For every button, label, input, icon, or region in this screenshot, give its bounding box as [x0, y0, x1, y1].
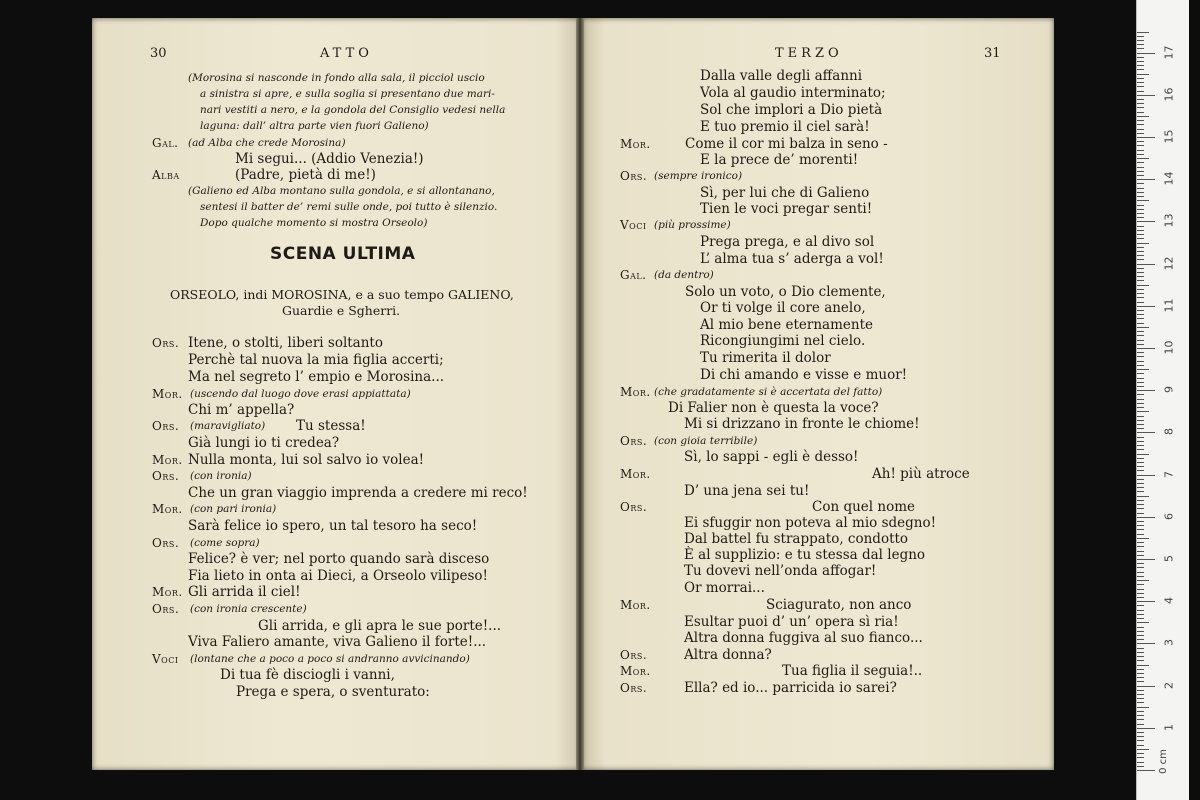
ruler-tick — [1137, 724, 1144, 725]
stage-direction: (da dentro) — [654, 269, 714, 281]
ruler-tick — [1137, 137, 1155, 138]
ruler-tick — [1137, 175, 1144, 176]
ruler-tick — [1137, 82, 1144, 83]
ruler-tick — [1137, 698, 1144, 699]
ruler-number: 16 — [1162, 87, 1176, 102]
ruler-tick — [1137, 766, 1144, 767]
ruler-number: 2 — [1162, 681, 1176, 689]
ruler-tick — [1137, 205, 1144, 206]
ruler-tick — [1137, 719, 1144, 720]
characters-line: Guardie e Sgherri. — [282, 303, 401, 318]
ruler-tick — [1137, 352, 1144, 353]
ruler-tick — [1137, 369, 1149, 370]
ruler-tick — [1137, 605, 1144, 606]
verse-line: Solo un voto, o Dio clemente, — [685, 284, 886, 300]
ruler-tick — [1137, 378, 1144, 379]
ruler-tick — [1137, 643, 1155, 644]
verse-line: Felice? è ver; nel porto quando sarà disceso — [188, 551, 490, 567]
ruler-tick — [1137, 618, 1144, 619]
ruler-tick — [1137, 171, 1144, 172]
scene-title: SCENA ULTIMA — [270, 244, 416, 264]
ruler-tick — [1137, 356, 1144, 357]
ruler-tick — [1137, 145, 1144, 146]
verse-line: Sciagurato, non anco — [766, 597, 912, 613]
verse-line: Itene, o stolti, liberi soltanto — [188, 335, 383, 351]
stage-direction-line: (Morosina si nasconde in fondo alla sala, il picciol uscio — [188, 72, 485, 84]
stage-direction: (che gradatamente si è accertata del fatto) — [654, 386, 883, 398]
stage-direction: (con ironia crescente) — [190, 603, 307, 615]
page-number-right: 31 — [984, 46, 1001, 61]
ruler-tick — [1137, 107, 1144, 108]
ruler-tick — [1137, 445, 1144, 446]
verse-line: Al mio bene eternamente — [700, 317, 874, 333]
ruler-tick — [1137, 390, 1155, 391]
ruler-tick — [1137, 660, 1144, 661]
ruler-number: 9 — [1162, 386, 1176, 394]
ruler-tick — [1137, 53, 1155, 54]
measuring-ruler — [1136, 0, 1189, 800]
ruler-tick — [1137, 681, 1144, 682]
stage-direction: (ad Alba che crede Morosina) — [188, 137, 346, 149]
ruler-tick — [1137, 133, 1144, 134]
verse-line: E la prece de’ morenti! — [700, 152, 859, 168]
ruler-tick — [1137, 424, 1144, 425]
ruler-tick — [1137, 567, 1144, 568]
ruler-tick — [1137, 462, 1144, 463]
ruler-tick — [1137, 458, 1144, 459]
ruler-tick — [1137, 584, 1144, 585]
ruler-tick — [1137, 318, 1144, 319]
verse-line: Dal battel fu strappato, condotto — [684, 531, 909, 547]
page-number-left: 30 — [150, 46, 167, 61]
verse-line: Come il cor mi balza in seno - — [685, 136, 888, 152]
speaker-label: Mor. — [152, 502, 183, 516]
ruler-tick — [1137, 399, 1144, 400]
speaker-label: Mor. — [620, 467, 651, 481]
ruler-tick — [1137, 196, 1144, 197]
stage-direction-line: sentesi il batter de’ remi sulle onde, poi tutto è silenzio. — [200, 201, 498, 213]
ruler-tick — [1137, 78, 1144, 79]
ruler-tick — [1137, 601, 1155, 602]
verse-line: Nulla monta, lui sol salvo io volea! — [188, 452, 425, 468]
ruler-tick — [1137, 276, 1144, 277]
ruler-number: 14 — [1162, 171, 1176, 186]
ruler-tick — [1137, 715, 1144, 716]
ruler-tick — [1137, 394, 1144, 395]
ruler-tick — [1137, 314, 1144, 315]
running-head-right: TERZO — [775, 46, 843, 61]
stage-direction: (maravigliato) — [190, 420, 266, 432]
stage-direction: (uscendo dal luogo dove erasi appiattata) — [190, 388, 411, 400]
speaker-label: Mor. — [620, 385, 651, 399]
ruler-tick — [1137, 673, 1144, 674]
ruler-tick — [1137, 454, 1149, 455]
ruler-tick — [1137, 542, 1144, 543]
verse-line: Prega e spera, o sventurato: — [236, 684, 430, 700]
ruler-tick — [1137, 610, 1144, 611]
stage-direction: (con pari ironia) — [190, 503, 277, 515]
ruler-tick — [1137, 563, 1144, 564]
verse-line: Di Falier non è questa la voce? — [668, 400, 879, 416]
ruler-tick — [1137, 652, 1144, 653]
ruler-tick — [1137, 200, 1149, 201]
verse-line: Chi m’ appella? — [188, 402, 295, 418]
ruler-tick — [1137, 702, 1144, 703]
ruler-tick — [1137, 124, 1144, 125]
ruler-tick — [1137, 179, 1155, 180]
ruler-tick — [1137, 213, 1144, 214]
speaker-label: Mor. — [152, 387, 183, 401]
ruler-tick — [1137, 466, 1144, 467]
ruler-tick — [1137, 580, 1149, 581]
verse-line: Tu dovevi nell’onda affogar! — [684, 563, 877, 579]
ruler-tick — [1137, 745, 1144, 746]
ruler-tick — [1137, 86, 1144, 87]
ruler-number: 5 — [1162, 555, 1176, 562]
ruler-tick — [1137, 694, 1144, 695]
ruler-tick — [1137, 639, 1144, 640]
speaker-label: Voci — [620, 218, 647, 232]
speaker-label: Ors. — [152, 536, 180, 550]
ruler-tick — [1137, 158, 1149, 159]
ruler-tick — [1137, 648, 1144, 649]
ruler-tick — [1137, 757, 1144, 758]
ruler-tick — [1137, 411, 1149, 412]
ruler-tick — [1137, 36, 1144, 37]
ruler-tick — [1137, 572, 1144, 573]
verse-line: Altra donna fuggiva al suo fianco... — [684, 630, 923, 646]
ruler-tick — [1137, 183, 1144, 184]
verse-line: È al supplizio: e tu stessa dal legno — [684, 547, 926, 563]
ruler-tick — [1137, 551, 1144, 552]
ruler-tick — [1137, 559, 1155, 560]
ruler-tick — [1137, 496, 1149, 497]
ruler-tick — [1137, 65, 1144, 66]
ruler-tick — [1137, 74, 1149, 75]
ruler-tick — [1137, 48, 1144, 49]
ruler-tick — [1137, 441, 1144, 442]
ruler-number: 17 — [1162, 45, 1176, 60]
ruler-tick — [1137, 513, 1144, 514]
ruler-tick — [1137, 297, 1144, 298]
stage-direction: (con ironia) — [190, 470, 252, 482]
speaker-label: Alba — [152, 168, 180, 182]
ruler-tick — [1137, 150, 1144, 151]
verse-line: Vola al gaudio interminato; — [700, 85, 886, 101]
ruler-tick — [1137, 382, 1144, 383]
ruler-tick — [1137, 243, 1149, 244]
stage-direction-line: (Galieno ed Alba montano sulla gondola, e si allontanano, — [188, 185, 495, 197]
ruler-tick — [1137, 487, 1144, 488]
ruler-tick — [1137, 272, 1144, 273]
ruler-tick — [1137, 690, 1144, 691]
speaker-label: Mor. — [152, 585, 183, 599]
speaker-label: Ors. — [152, 419, 180, 433]
ruler-tick — [1137, 753, 1144, 754]
ruler-tick — [1137, 268, 1144, 269]
ruler-tick — [1137, 635, 1144, 636]
ruler-tick — [1137, 707, 1149, 708]
ruler-number: 7 — [1162, 470, 1176, 478]
ruler-number: 0 cm — [1157, 749, 1169, 774]
ruler-tick — [1137, 247, 1144, 248]
ruler-tick — [1137, 529, 1144, 530]
ruler-tick — [1137, 732, 1144, 733]
speaker-label: Ors. — [620, 681, 648, 695]
verse-line: Sarà felice io spero, un tal tesoro ha seco! — [188, 518, 478, 534]
ruler-tick — [1137, 504, 1144, 505]
ruler-tick — [1137, 597, 1144, 598]
stage-direction-line: Dopo qualche momento si mostra Orseolo) — [200, 217, 428, 229]
ruler-tick — [1137, 335, 1144, 336]
ruler-tick — [1137, 740, 1144, 741]
stage-direction: (con gioia terribile) — [654, 435, 758, 447]
stage-direction: (più prossime) — [654, 219, 731, 231]
speaker-label: Mor. — [620, 137, 651, 151]
verse-line: Perchè tal nuova la mia figlia accerti; — [188, 352, 444, 368]
ruler-tick — [1137, 728, 1155, 729]
verse-line: L’ alma tua s’ aderga a vol! — [700, 251, 884, 267]
speaker-label: Gal. — [152, 136, 179, 150]
speaker-label: Mor. — [152, 453, 183, 467]
ruler-tick — [1137, 234, 1144, 235]
ruler-tick — [1137, 238, 1144, 239]
ruler-tick — [1137, 665, 1149, 666]
speaker-label: Ors. — [152, 602, 180, 616]
ruler-tick — [1137, 475, 1155, 476]
ruler-tick — [1137, 736, 1144, 737]
ruler-number: 10 — [1162, 340, 1176, 355]
ruler-tick — [1137, 686, 1155, 687]
ruler-tick — [1137, 91, 1144, 92]
ruler-tick — [1137, 348, 1155, 349]
ruler-tick — [1137, 103, 1144, 104]
ruler-tick — [1137, 99, 1144, 100]
speaker-label: Mor. — [620, 664, 651, 678]
ruler-tick — [1137, 285, 1149, 286]
ruler-tick — [1137, 331, 1144, 332]
ruler-tick — [1137, 416, 1144, 417]
characters-line: ORSEOLO, indi MOROSINA, e a suo tempo GALIENO, — [170, 287, 514, 302]
ruler-number: 8 — [1162, 428, 1176, 436]
ruler-tick — [1137, 631, 1144, 632]
ruler-tick — [1137, 386, 1144, 387]
speaker-label: Gal. — [620, 268, 647, 282]
verse-line: Ah! più atroce — [872, 466, 970, 482]
speaker-label: Ors. — [152, 469, 180, 483]
ruler-tick — [1137, 162, 1144, 163]
ruler-tick — [1137, 538, 1149, 539]
ruler-tick — [1137, 546, 1144, 547]
ruler-number: 13 — [1162, 213, 1176, 228]
ruler-number: 3 — [1162, 639, 1176, 647]
ruler-tick — [1137, 259, 1144, 260]
verse-line: Tien le voci pregar senti! — [700, 201, 873, 217]
verse-line: Fia lieto in onta ai Dieci, a Orseolo vilipeso! — [188, 568, 488, 584]
ruler-tick — [1137, 491, 1144, 492]
ruler-tick — [1137, 403, 1144, 404]
verse-line: Di chi amando e visse e muor! — [700, 367, 908, 383]
ruler-tick — [1137, 120, 1144, 121]
ruler-tick — [1137, 669, 1144, 670]
speaker-label: Ors. — [152, 336, 180, 350]
ruler-tick — [1137, 593, 1144, 594]
ruler-tick — [1137, 340, 1144, 341]
verse-line: Sì, lo sappi - egli è desso! — [684, 449, 859, 465]
ruler-tick — [1137, 420, 1144, 421]
verse-line: Già lungi io ti credea? — [188, 435, 340, 451]
ruler-tick — [1137, 677, 1144, 678]
stage-direction: (sempre ironico) — [654, 170, 743, 182]
ruler-tick — [1137, 310, 1144, 311]
ruler-tick — [1137, 141, 1144, 142]
ruler-tick — [1137, 749, 1149, 750]
verse-line: D’ una jena sei tu! — [684, 483, 810, 499]
ruler-number: 4 — [1162, 597, 1176, 605]
ruler-tick — [1137, 344, 1144, 345]
ruler-tick — [1137, 521, 1144, 522]
ruler-tick — [1137, 209, 1144, 210]
ruler-tick — [1137, 323, 1144, 324]
ruler-tick — [1137, 255, 1144, 256]
verse-line: Gli arrida, e gli apra le sue porte!... — [258, 618, 502, 634]
verse-line: Altra donna? — [684, 647, 772, 663]
verse-line: Ma nel segreto l’ empio e Morosina... — [188, 369, 445, 385]
verse-line: Or ti volge il core anelo, — [700, 300, 866, 316]
ruler-tick — [1137, 614, 1144, 615]
ruler-tick — [1137, 365, 1144, 366]
ruler-tick — [1137, 167, 1144, 168]
verse-line: Tu rimerita il dolor — [700, 350, 831, 366]
ruler-tick — [1137, 57, 1144, 58]
speaker-label: Ors. — [620, 500, 648, 514]
ruler-tick — [1137, 361, 1144, 362]
ruler-tick — [1137, 576, 1144, 577]
ruler-tick — [1137, 327, 1149, 328]
ruler-tick — [1137, 770, 1155, 771]
verse-line: E tuo premio il ciel sarà! — [700, 119, 870, 135]
ruler-tick — [1137, 373, 1144, 374]
ruler-tick — [1137, 289, 1144, 290]
ruler-tick — [1137, 32, 1149, 33]
ruler-tick — [1137, 293, 1144, 294]
stage-direction: (lontane che a poco a poco si andranno avvicinando) — [190, 653, 470, 665]
stage-direction-line: a sinistra si apre, e sulla soglia si presentano due mari- — [200, 88, 495, 100]
ruler-tick — [1137, 517, 1155, 518]
ruler-tick — [1137, 280, 1144, 281]
ruler-tick — [1137, 221, 1155, 222]
ruler-tick — [1137, 40, 1144, 41]
ruler-tick — [1137, 479, 1144, 480]
ruler-tick — [1137, 762, 1144, 763]
verse-line: Tua figlia il seguia!.. — [782, 663, 923, 679]
ruler-tick — [1137, 112, 1144, 113]
ruler-tick — [1137, 129, 1144, 130]
verse-line: Sì, per lui che di Galieno — [700, 185, 870, 201]
ruler-tick — [1137, 534, 1144, 535]
stage-direction: (come sopra) — [190, 537, 260, 549]
ruler-tick — [1137, 407, 1144, 408]
verse-line: Ella? ed io... parricida io sarei? — [684, 680, 897, 696]
verse-line: Mi si drizzano in fronte le chiome! — [684, 416, 920, 432]
speaker-label: Ors. — [620, 434, 648, 448]
verse-line: Gli arrida il ciel! — [188, 584, 301, 600]
ruler-tick — [1137, 432, 1155, 433]
speaker-label: Mor. — [620, 598, 651, 612]
ruler-tick — [1137, 154, 1144, 155]
ruler-tick — [1137, 483, 1144, 484]
ruler-tick — [1137, 264, 1155, 265]
ruler-tick — [1137, 622, 1149, 623]
ruler-tick — [1137, 217, 1144, 218]
verse-line: Tu stessa! — [296, 418, 366, 434]
ruler-number: 6 — [1162, 512, 1176, 520]
ruler-tick — [1137, 226, 1144, 227]
ruler-tick — [1137, 555, 1144, 556]
ruler-tick — [1137, 302, 1144, 303]
ruler-tick — [1137, 449, 1144, 450]
ruler-number: 12 — [1162, 256, 1176, 271]
ruler-tick — [1137, 500, 1144, 501]
ruler-tick — [1137, 69, 1144, 70]
ruler-tick — [1137, 711, 1144, 712]
verse-line: Ricongiungimi nel cielo. — [700, 333, 866, 349]
running-head-left: ATTO — [320, 46, 373, 61]
ruler-tick — [1137, 437, 1144, 438]
speaker-label: Voci — [152, 652, 179, 666]
verse-line: Sol che implori a Dio pietà — [700, 102, 883, 118]
speaker-label: Ors. — [620, 169, 648, 183]
verse-line: Or morrai... — [684, 580, 765, 596]
stage-direction-line: laguna: dall’ altra parte vien fuori Galieno) — [200, 120, 429, 132]
ruler-tick — [1137, 192, 1144, 193]
ruler-tick — [1137, 470, 1144, 471]
ruler-tick — [1137, 188, 1144, 189]
verse-line: Mi segui... (Addio Venezia!) — [235, 151, 424, 167]
verse-line: Prega prega, e al divo sol — [700, 234, 875, 250]
ruler-tick — [1137, 61, 1144, 62]
ruler-tick — [1137, 525, 1144, 526]
verse-line: Con quel nome — [812, 499, 915, 515]
ruler-tick — [1137, 627, 1144, 628]
ruler-tick — [1137, 95, 1155, 96]
ruler-tick — [1137, 589, 1144, 590]
ruler-number: 11 — [1162, 298, 1176, 313]
verse-line: Viva Faliero amante, viva Galieno il forte!... — [188, 634, 487, 650]
ruler-tick — [1137, 656, 1144, 657]
ruler-tick — [1137, 116, 1149, 117]
verse-line: Esultar puoi d’ un’ opera sì ria! — [684, 614, 899, 630]
ruler-tick — [1137, 44, 1144, 45]
ruler-number: 1 — [1162, 723, 1176, 731]
verse-line: Ei sfuggir non poteva al mio sdegno! — [684, 515, 937, 531]
verse-line: Dalla valle degli affanni — [700, 68, 863, 84]
verse-line: Di tua fè disciogli i vanni, — [220, 667, 395, 683]
ruler-tick — [1137, 428, 1144, 429]
ruler-tick — [1137, 251, 1144, 252]
speaker-label: Ors. — [620, 648, 648, 662]
verse-line: Che un gran viaggio imprenda a credere mi reco! — [188, 485, 528, 501]
ruler-tick — [1137, 230, 1144, 231]
stage-direction-line: nari vestiti a nero, e la gondola del Consiglio vedesi nella — [200, 104, 506, 116]
book-gutter — [576, 18, 584, 770]
verse-line: (Padre, pietà di me!) — [235, 167, 376, 183]
ruler-tick — [1137, 508, 1144, 509]
ruler-number: 15 — [1162, 129, 1176, 144]
ruler-tick — [1137, 306, 1155, 307]
